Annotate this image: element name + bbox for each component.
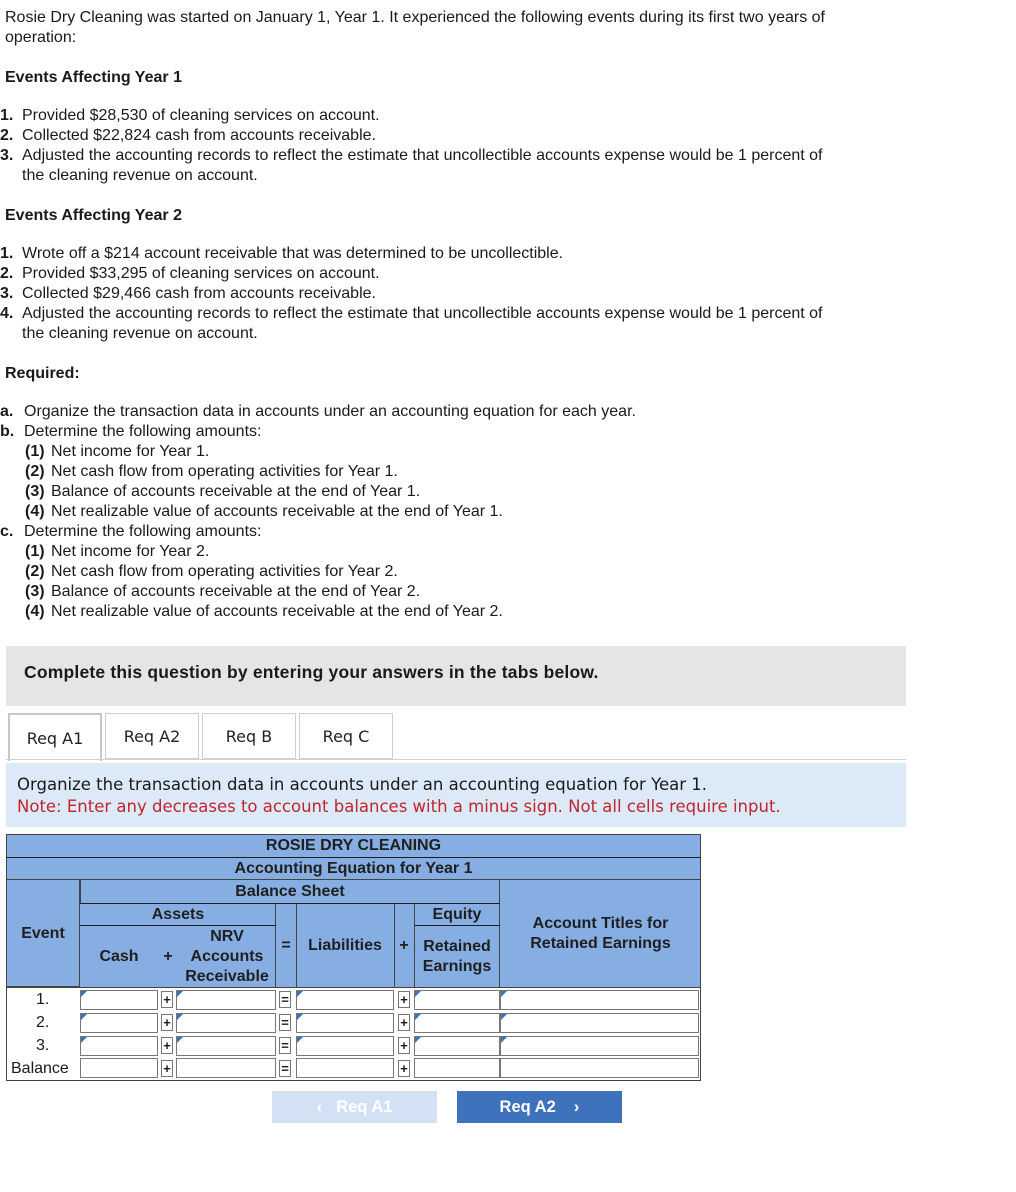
account-titles-header-line1: Account Titles for <box>532 915 669 932</box>
year1-item-text-cont: the cleaning revenue on account. <box>22 167 258 184</box>
required-b-sub-number: (1) <box>25 443 45 460</box>
input-marker <box>415 1037 421 1043</box>
nrv-header-line2: Accounts <box>190 948 264 965</box>
required-c-sub-number: (1) <box>25 543 45 560</box>
event-header: Event <box>21 925 65 942</box>
plus-sign: + <box>398 1060 410 1077</box>
plus-sign: + <box>398 1014 410 1031</box>
year2-item-number: 1. <box>0 245 14 262</box>
assets-separator <box>80 925 276 926</box>
balance-sheet-header: Balance Sheet <box>235 883 345 900</box>
liabilities-input[interactable] <box>296 1013 394 1033</box>
retained-earnings-input[interactable] <box>414 990 500 1010</box>
plus-sign: + <box>161 1037 173 1054</box>
plus-sign: + <box>398 1037 410 1054</box>
tab-req-a1[interactable]: Req A1 <box>8 713 102 761</box>
account-title-select[interactable] <box>500 1036 699 1056</box>
prev-req-label: Req A1 <box>336 1097 393 1116</box>
account-titles-header-cell <box>500 880 701 987</box>
intro-line-1: Rosie Dry Cleaning was started on January 1, Year 1. It experienced the following events during its first two years of <box>5 9 825 26</box>
event-cell: 2. <box>36 1014 50 1031</box>
input-marker <box>297 1037 303 1043</box>
plus-sign: + <box>161 1014 173 1031</box>
plus-sign: + <box>398 991 410 1008</box>
retained-earnings-input[interactable] <box>414 1036 500 1056</box>
required-b-sub-number: (2) <box>25 463 45 480</box>
year2-item-number: 2. <box>0 265 14 282</box>
liabilities-plus-sign: + <box>399 937 409 954</box>
chevron-right-icon: › <box>573 1097 580 1116</box>
input-marker <box>177 1014 183 1020</box>
equals-sign: = <box>279 1060 291 1077</box>
equals-sign: = <box>279 1014 291 1031</box>
prompt-box <box>6 763 906 827</box>
year2-item-text: Provided $33,295 of cleaning services on account. <box>22 265 380 282</box>
input-marker <box>81 1037 87 1043</box>
nrv-accounts-receivable-input[interactable] <box>176 1036 276 1056</box>
tab-req-b[interactable]: Req B <box>202 713 296 759</box>
input-marker <box>81 991 87 997</box>
required-c-sub-number: (3) <box>25 583 45 600</box>
year1-item-text: Collected $22,824 cash from accounts receivable. <box>22 127 376 144</box>
required-c-sub-text: Net cash flow from operating activities for Year 2. <box>51 563 398 580</box>
year2-item-text: Collected $29,466 cash from accounts receivable. <box>22 285 376 302</box>
cash-input[interactable] <box>80 1013 158 1033</box>
required-c-sub-number: (2) <box>25 563 45 580</box>
next-req-label: Req A2 <box>499 1097 556 1116</box>
liabilities-input[interactable] <box>296 1036 394 1056</box>
year2-item-number: 3. <box>0 285 14 302</box>
year1-heading: Events Affecting Year 1 <box>5 69 182 86</box>
plus-sign: + <box>161 1060 173 1077</box>
equals-sign: = <box>279 1037 291 1054</box>
assets-header: Assets <box>151 906 205 923</box>
required-c-sub-text: Net income for Year 2. <box>51 543 210 560</box>
year2-item-text-cont: the cleaning revenue on account. <box>22 325 258 342</box>
input-marker <box>297 991 303 997</box>
tab-req-a2[interactable]: Req A2 <box>105 713 199 759</box>
prev-req-button[interactable] <box>272 1091 437 1123</box>
required-b-sub-text: Net income for Year 1. <box>51 443 210 460</box>
nrv-accounts-receivable-input[interactable] <box>176 990 276 1010</box>
table-company-name: ROSIE DRY CLEANING <box>265 837 442 854</box>
required-c-sub-text: Balance of accounts receivable at the end of Year 2. <box>51 583 421 600</box>
equals-sign: = <box>281 937 291 954</box>
account-title-balance <box>500 1058 699 1078</box>
year1-item-number: 2. <box>0 127 14 144</box>
assets-plus-sign: + <box>163 948 173 965</box>
tab-req-c[interactable]: Req C <box>299 713 393 759</box>
title-separator <box>6 857 701 858</box>
cash-input[interactable] <box>80 1036 158 1056</box>
required-letter-a: a. <box>0 403 14 420</box>
prompt-note: Note: Enter any decreases to account balances with a minus sign. Not all cells require input. <box>17 797 781 816</box>
input-marker <box>501 1014 507 1020</box>
retained-header-line2: Earnings <box>422 958 492 975</box>
liabilities-balance <box>296 1058 394 1078</box>
input-marker <box>501 1037 507 1043</box>
equals-sign: = <box>279 991 291 1008</box>
liabilities-input[interactable] <box>296 990 394 1010</box>
input-marker <box>415 991 421 997</box>
retained-earnings-input[interactable] <box>414 1013 500 1033</box>
nrv-header-line1: NRV <box>210 928 244 945</box>
cash-input[interactable] <box>80 990 158 1010</box>
required-b-sub-number: (4) <box>25 503 45 520</box>
required-heading: Required: <box>5 365 80 382</box>
nrv-balance <box>176 1058 276 1078</box>
year2-item-number: 4. <box>0 305 14 322</box>
required-c-sub-text: Net realizable value of accounts receivable at the end of Year 2. <box>51 603 503 620</box>
event-cell: 3. <box>36 1037 50 1054</box>
year1-item-text: Provided $28,530 of cleaning services on account. <box>22 107 380 124</box>
equity-separator <box>414 925 500 926</box>
cash-balance <box>80 1058 158 1078</box>
required-c-text: Determine the following amounts: <box>24 523 262 540</box>
required-b-text: Determine the following amounts: <box>24 423 262 440</box>
required-letter-c: c. <box>0 523 14 540</box>
required-a-text: Organize the transaction data in accounts under an accounting equation for each year. <box>24 403 636 420</box>
year1-item-number: 1. <box>0 107 14 124</box>
required-b-sub-number: (3) <box>25 483 45 500</box>
next-req-button[interactable] <box>457 1091 622 1123</box>
equity-header: Equity <box>432 906 482 923</box>
cash-header: Cash <box>99 948 139 965</box>
plus-sign: + <box>161 991 173 1008</box>
input-marker <box>177 991 183 997</box>
year2-item-text: Wrote off a $214 account receivable that was determined to be uncollectible. <box>22 245 564 262</box>
input-marker <box>297 1014 303 1020</box>
nrv-accounts-receivable-input[interactable] <box>176 1013 276 1033</box>
instruction-text: Complete this question by entering your answers in the tabs below. <box>24 662 599 682</box>
prompt-text: Organize the transaction data in accounts under an accounting equation for Year 1. <box>17 775 707 794</box>
required-b-sub-text: Balance of accounts receivable at the end of Year 1. <box>51 483 421 500</box>
required-letter-b: b. <box>0 423 15 440</box>
required-b-sub-text: Net cash flow from operating activities for Year 1. <box>51 463 398 480</box>
instruction-bar <box>6 646 906 706</box>
required-c-sub-number: (4) <box>25 603 45 620</box>
input-marker <box>177 1037 183 1043</box>
year2-item-text: Adjusted the accounting records to reflect the estimate that uncollectible accounts expense would be 1 percent of <box>22 305 823 322</box>
intro-line-2: operation: <box>5 29 77 46</box>
retained-header-line1: Retained <box>423 938 491 955</box>
input-marker <box>415 1014 421 1020</box>
nrv-header-line3: Receivable <box>185 968 269 985</box>
input-marker <box>501 991 507 997</box>
chevron-left-icon: ‹ <box>316 1097 323 1116</box>
tab-divider <box>6 759 906 760</box>
table-title: Accounting Equation for Year 1 <box>234 860 473 877</box>
account-title-select[interactable] <box>500 1013 699 1033</box>
required-b-sub-text: Net realizable value of accounts receivable at the end of Year 1. <box>51 503 503 520</box>
account-title-select[interactable] <box>500 990 699 1010</box>
input-marker <box>81 1014 87 1020</box>
retained-earnings-balance <box>414 1058 500 1078</box>
year2-heading: Events Affecting Year 2 <box>5 207 182 224</box>
year1-item-text: Adjusted the accounting records to reflect the estimate that uncollectible accounts expense would be 1 percent of <box>22 147 823 164</box>
account-titles-header-line2: Retained Earnings <box>530 935 671 952</box>
year1-item-number: 3. <box>0 147 14 164</box>
event-cell: 1. <box>36 991 50 1008</box>
liabilities-header: Liabilities <box>308 937 382 954</box>
event-cell: Balance <box>11 1060 69 1077</box>
